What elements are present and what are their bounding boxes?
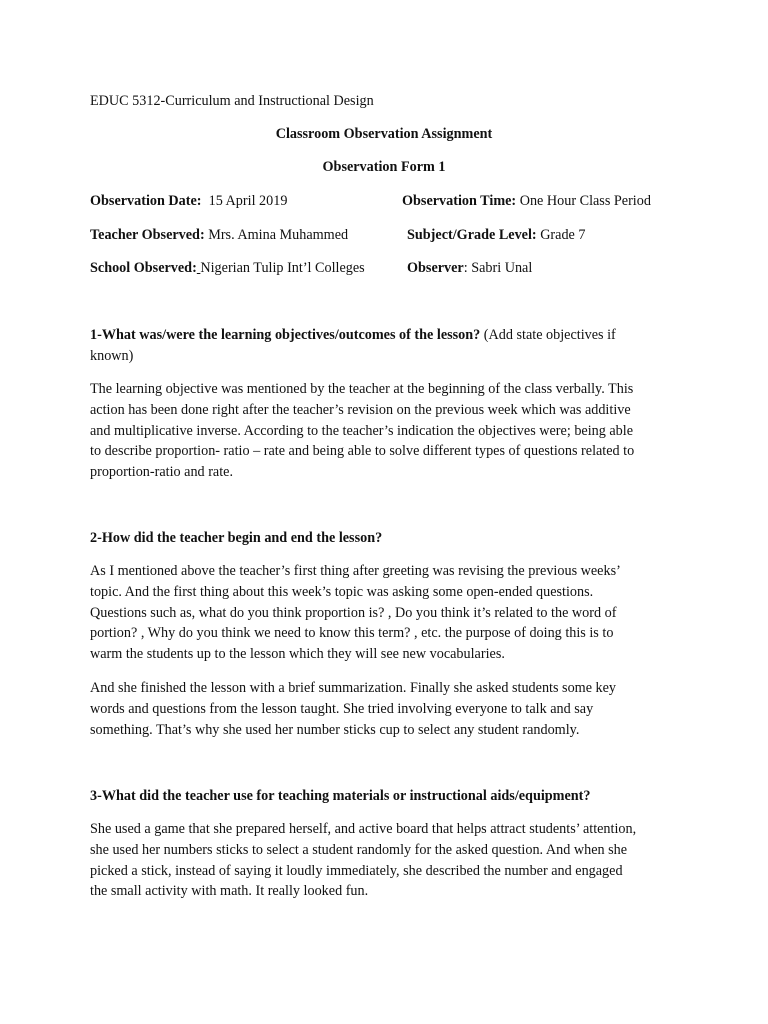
school-observed: School Observed: Nigerian Tulip Int’l Colleges xyxy=(90,260,365,276)
answer-3: She used a game that she prepared herself, and active board that helps attract students’ attention, she used her numbers sticks to select a student randomly for the asked question. And when she picked a stick, instead of saying it loudly immediately, she described the number and engaged the small activity with math. It really looked fun. xyxy=(90,821,637,900)
form-title: Observation Form 1 xyxy=(322,159,446,175)
assignment-title: Classroom Observation Assignment xyxy=(275,126,493,142)
subject-grade: Subject/Grade Level: Grade 7 xyxy=(407,227,586,243)
question-2: 2-How did the teacher begin and end the lesson? xyxy=(90,530,383,546)
observation-date: Observation Date: 15 April 2019 xyxy=(90,193,288,209)
teacher-observed: Teacher Observed: Mrs. Amina Muhammed xyxy=(90,227,349,243)
observer: Observer: Sabri Unal xyxy=(407,260,533,276)
question-3: 3-What did the teacher use for teaching materials or instructional aids/equipment? xyxy=(90,788,591,804)
observation-time: Observation Time: One Hour Class Period xyxy=(402,193,651,209)
answer-2a: As I mentioned above the teacher’s first thing after greeting was revising the previous weeks’ topic. And the first thing about this week’s topic was asking some open-ended questions. Questions such as, what do you think proportion is? , Do you think it’s related to the word of portion? , Why do you think we need to know this term? , etc. the purpose of doing this is to warm the students up to the lesson which they will see new vocabularies. xyxy=(90,563,621,663)
course-title: EDUC 5312-Curriculum and Instructional Design xyxy=(90,93,374,109)
answer-1: The learning objective was mentioned by the teacher at the beginning of the class verbally. This action has been done right after the teacher’s revision on the previous week which was additive and multiplicative inverse. According to the teacher’s indication the objectives were; being able to describe proportion- ratio – rate and being able to solve different types of questions related to proportion-ratio and rate. xyxy=(90,381,635,481)
question-1: 1-What was/were the learning objectives/outcomes of the lesson? (Add state objectives if known) xyxy=(90,327,616,364)
answer-2b: And she finished the lesson with a brief summarization. Finally she asked students some key words and questions from the lesson taught. She tried involving everyone to talk and say something. That’s why she used her number sticks cup to select any student randomly. xyxy=(90,680,617,738)
